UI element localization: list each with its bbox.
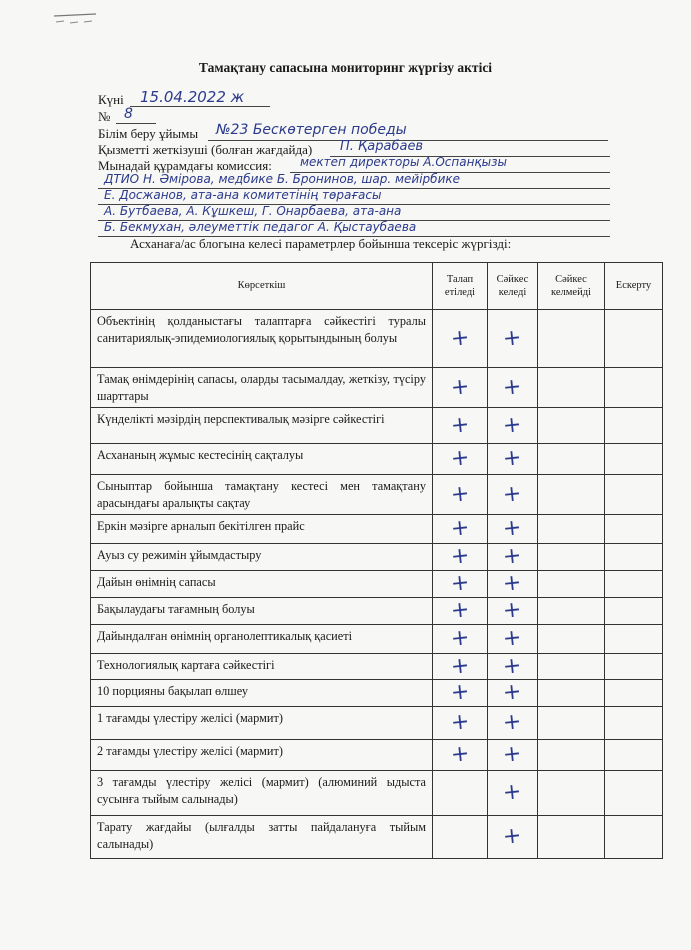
indicator-cell: Ауыз су режимін ұйымдастыру [91,544,433,571]
compliant-cell [488,408,538,444]
indicator-cell: 10 порцияны бақылап өлшеу [91,680,433,707]
check-mark: + [501,741,523,769]
note-cell [605,515,663,544]
commission-label: Мынадай құрамдағы комиссия: [98,158,272,173]
check-mark: + [501,597,523,625]
check-mark: + [501,543,523,571]
check-mark: + [501,652,523,680]
check-mark: + [449,515,471,543]
supplier-value: П. Қарабаев [340,139,424,154]
compliant-cell [488,740,538,771]
noncompliant-cell [538,680,605,707]
noncompliant-cell [538,475,605,515]
check-mark: + [449,324,471,352]
school-label: Білім беру ұйымы [98,126,199,141]
table-header-row [91,263,663,310]
commission-line-1: ДТИО Н. Әмірова, медбике Б. Бронинов, шар. мейірбике [104,172,460,186]
school-value: №23 Бескөтерген победы [216,122,407,138]
check-mark: + [501,823,523,851]
header-noncompliant: Сәйкес келмейді [538,263,605,310]
noncompliant-cell [538,444,605,475]
date-value: 15.04.2022 ж [140,88,245,106]
note-cell [605,444,663,475]
corner-scribble [52,10,98,28]
indicator-cell: Тарату жағдайы (ылғалды затты пайдалануға тыйым салынады) [91,816,433,859]
compliant-cell [488,368,538,408]
check-mark: + [449,445,471,473]
noncompliant-cell [538,740,605,771]
required-cell [433,740,488,771]
compliant-cell [488,771,538,816]
table-row [91,544,663,571]
noncompliant-cell [538,310,605,368]
intro-text: Асханаға/ас блогына келесі параметрлер бойынша тексеріс жүргізді: [130,236,512,251]
table-row [91,310,663,368]
noncompliant-cell [538,515,605,544]
indicator-cell: Тамақ өнімдерінің сапасы, оларды тасымалдау, жеткізу, түсіру шарттары [91,368,433,408]
note-cell [605,740,663,771]
check-mark: + [501,445,523,473]
note-cell [605,654,663,680]
table-row [91,571,663,598]
check-mark: + [449,543,471,571]
header-indicator: Көрсеткіш [91,263,433,310]
table-row [91,368,663,408]
noncompliant-cell [538,707,605,740]
header-compliant: Сәйкес келеді [488,263,538,310]
required-cell [433,515,488,544]
indicator-cell: Асхананың жұмыс кестесінің сақталуы [91,444,433,475]
indicator-cell: Технологиялық картаға сәйкестігі [91,654,433,680]
indicator-cell: Күнделікті мәзірдің перспективалық мәзірге сәйкестігі [91,408,433,444]
table-row [91,598,663,625]
indicator-cell: Сыныптар бойынша тамақтану кестесі мен тамақтану арасындағы аралықты сақтау [91,475,433,515]
note-cell [605,475,663,515]
check-mark: + [449,597,471,625]
required-cell [433,408,488,444]
date-label: Күні [98,92,124,107]
table-row [91,408,663,444]
indicator-cell: 2 тағамды үлестіру желісі (мармит) [91,740,433,771]
commission-line-4: Б. Бекмухан, әлеуметтік педагог А. Қыстаубаева [104,220,417,234]
check-mark: + [501,779,523,807]
indicator-cell: Объектінің қолданыстағы талаптарға сәйкестігі туралы санитариялық-эпидемиологиялық қорытындының болуы [91,310,433,368]
indicator-cell: 1 тағамды үлестіру желісі (мармит) [91,707,433,740]
check-mark: + [449,411,471,439]
monitoring-table [90,262,663,859]
note-cell [605,816,663,859]
check-mark: + [449,741,471,769]
check-mark: + [501,480,523,508]
indicator-cell: Еркін мәзірге арналып бекітілген прайс [91,515,433,544]
noncompliant-cell [538,368,605,408]
check-mark: + [501,709,523,737]
table-row [91,625,663,654]
check-mark: + [501,411,523,439]
check-mark: + [501,625,523,653]
table-row [91,515,663,544]
header-required: Талап етіледі [433,263,488,310]
compliant-cell [488,598,538,625]
check-mark: + [501,679,523,707]
compliant-cell [488,707,538,740]
commission-line-0: мектеп директоры А.Оспанқызы [300,155,507,169]
note-cell [605,625,663,654]
table-row [91,654,663,680]
required-cell [433,625,488,654]
table-row [91,444,663,475]
check-mark: + [501,373,523,401]
noncompliant-cell [538,654,605,680]
compliant-cell [488,544,538,571]
check-mark: + [449,709,471,737]
number-label: № [98,109,111,124]
note-cell [605,368,663,408]
indicator-cell: 3 тағамды үлестіру желісі (мармит) (алюминий ыдыста сусынға тыйым салынады) [91,771,433,816]
noncompliant-cell [538,625,605,654]
required-cell [433,544,488,571]
compliant-cell [488,625,538,654]
compliant-cell [488,475,538,515]
noncompliant-cell [538,816,605,859]
noncompliant-cell [538,571,605,598]
supplier-label: Қызметті жеткізуші (болған жағдайда) [98,142,313,157]
commission-line-3: А. Бутбаева, А. Кұшкеш, Г. Онарбаева, ата-ана [104,204,402,218]
number-value: 8 [124,106,133,122]
indicator-cell: Бақылаудағы тағамның болуы [91,598,433,625]
compliant-cell [488,654,538,680]
indicator-cell: Дайын өнімнің сапасы [91,571,433,598]
table-body [91,310,663,859]
noncompliant-cell [538,598,605,625]
header-note: Ескерту [605,263,663,310]
noncompliant-cell [538,408,605,444]
note-cell [605,680,663,707]
commission-line-2: Е. Досжанов, ата-ана комитетінің төрағасы [104,188,382,202]
noncompliant-cell [538,544,605,571]
check-mark: + [449,625,471,653]
check-mark: + [449,373,471,401]
table-row [91,771,663,816]
required-cell [433,680,488,707]
required-cell [433,310,488,368]
note-cell [605,771,663,816]
number-underline [116,123,156,124]
check-mark: + [501,515,523,543]
date-underline [130,106,270,107]
required-cell [433,571,488,598]
document-title: Тамақтану сапасына мониторинг жүргізу актісі [198,60,493,75]
compliant-cell [488,515,538,544]
compliant-cell [488,444,538,475]
required-cell [433,816,488,859]
compliant-cell [488,816,538,859]
check-mark: + [501,570,523,598]
note-cell [605,598,663,625]
check-mark: + [449,652,471,680]
table-row [91,475,663,515]
check-mark: + [501,324,523,352]
required-cell [433,598,488,625]
required-cell [433,475,488,515]
table-row [91,816,663,859]
note-cell [605,571,663,598]
required-cell [433,771,488,816]
note-cell [605,707,663,740]
indicator-cell: Дайындалған өнімнің органолептикалық қасиеті [91,625,433,654]
note-cell [605,310,663,368]
required-cell [433,654,488,680]
check-mark: + [449,480,471,508]
note-cell [605,408,663,444]
required-cell [433,707,488,740]
compliant-cell [488,571,538,598]
compliant-cell [488,680,538,707]
check-mark: + [449,679,471,707]
check-mark: + [449,570,471,598]
table-row [91,680,663,707]
table-row [91,740,663,771]
noncompliant-cell [538,771,605,816]
note-cell [605,544,663,571]
table-row [91,707,663,740]
required-cell [433,444,488,475]
required-cell [433,368,488,408]
compliant-cell [488,310,538,368]
